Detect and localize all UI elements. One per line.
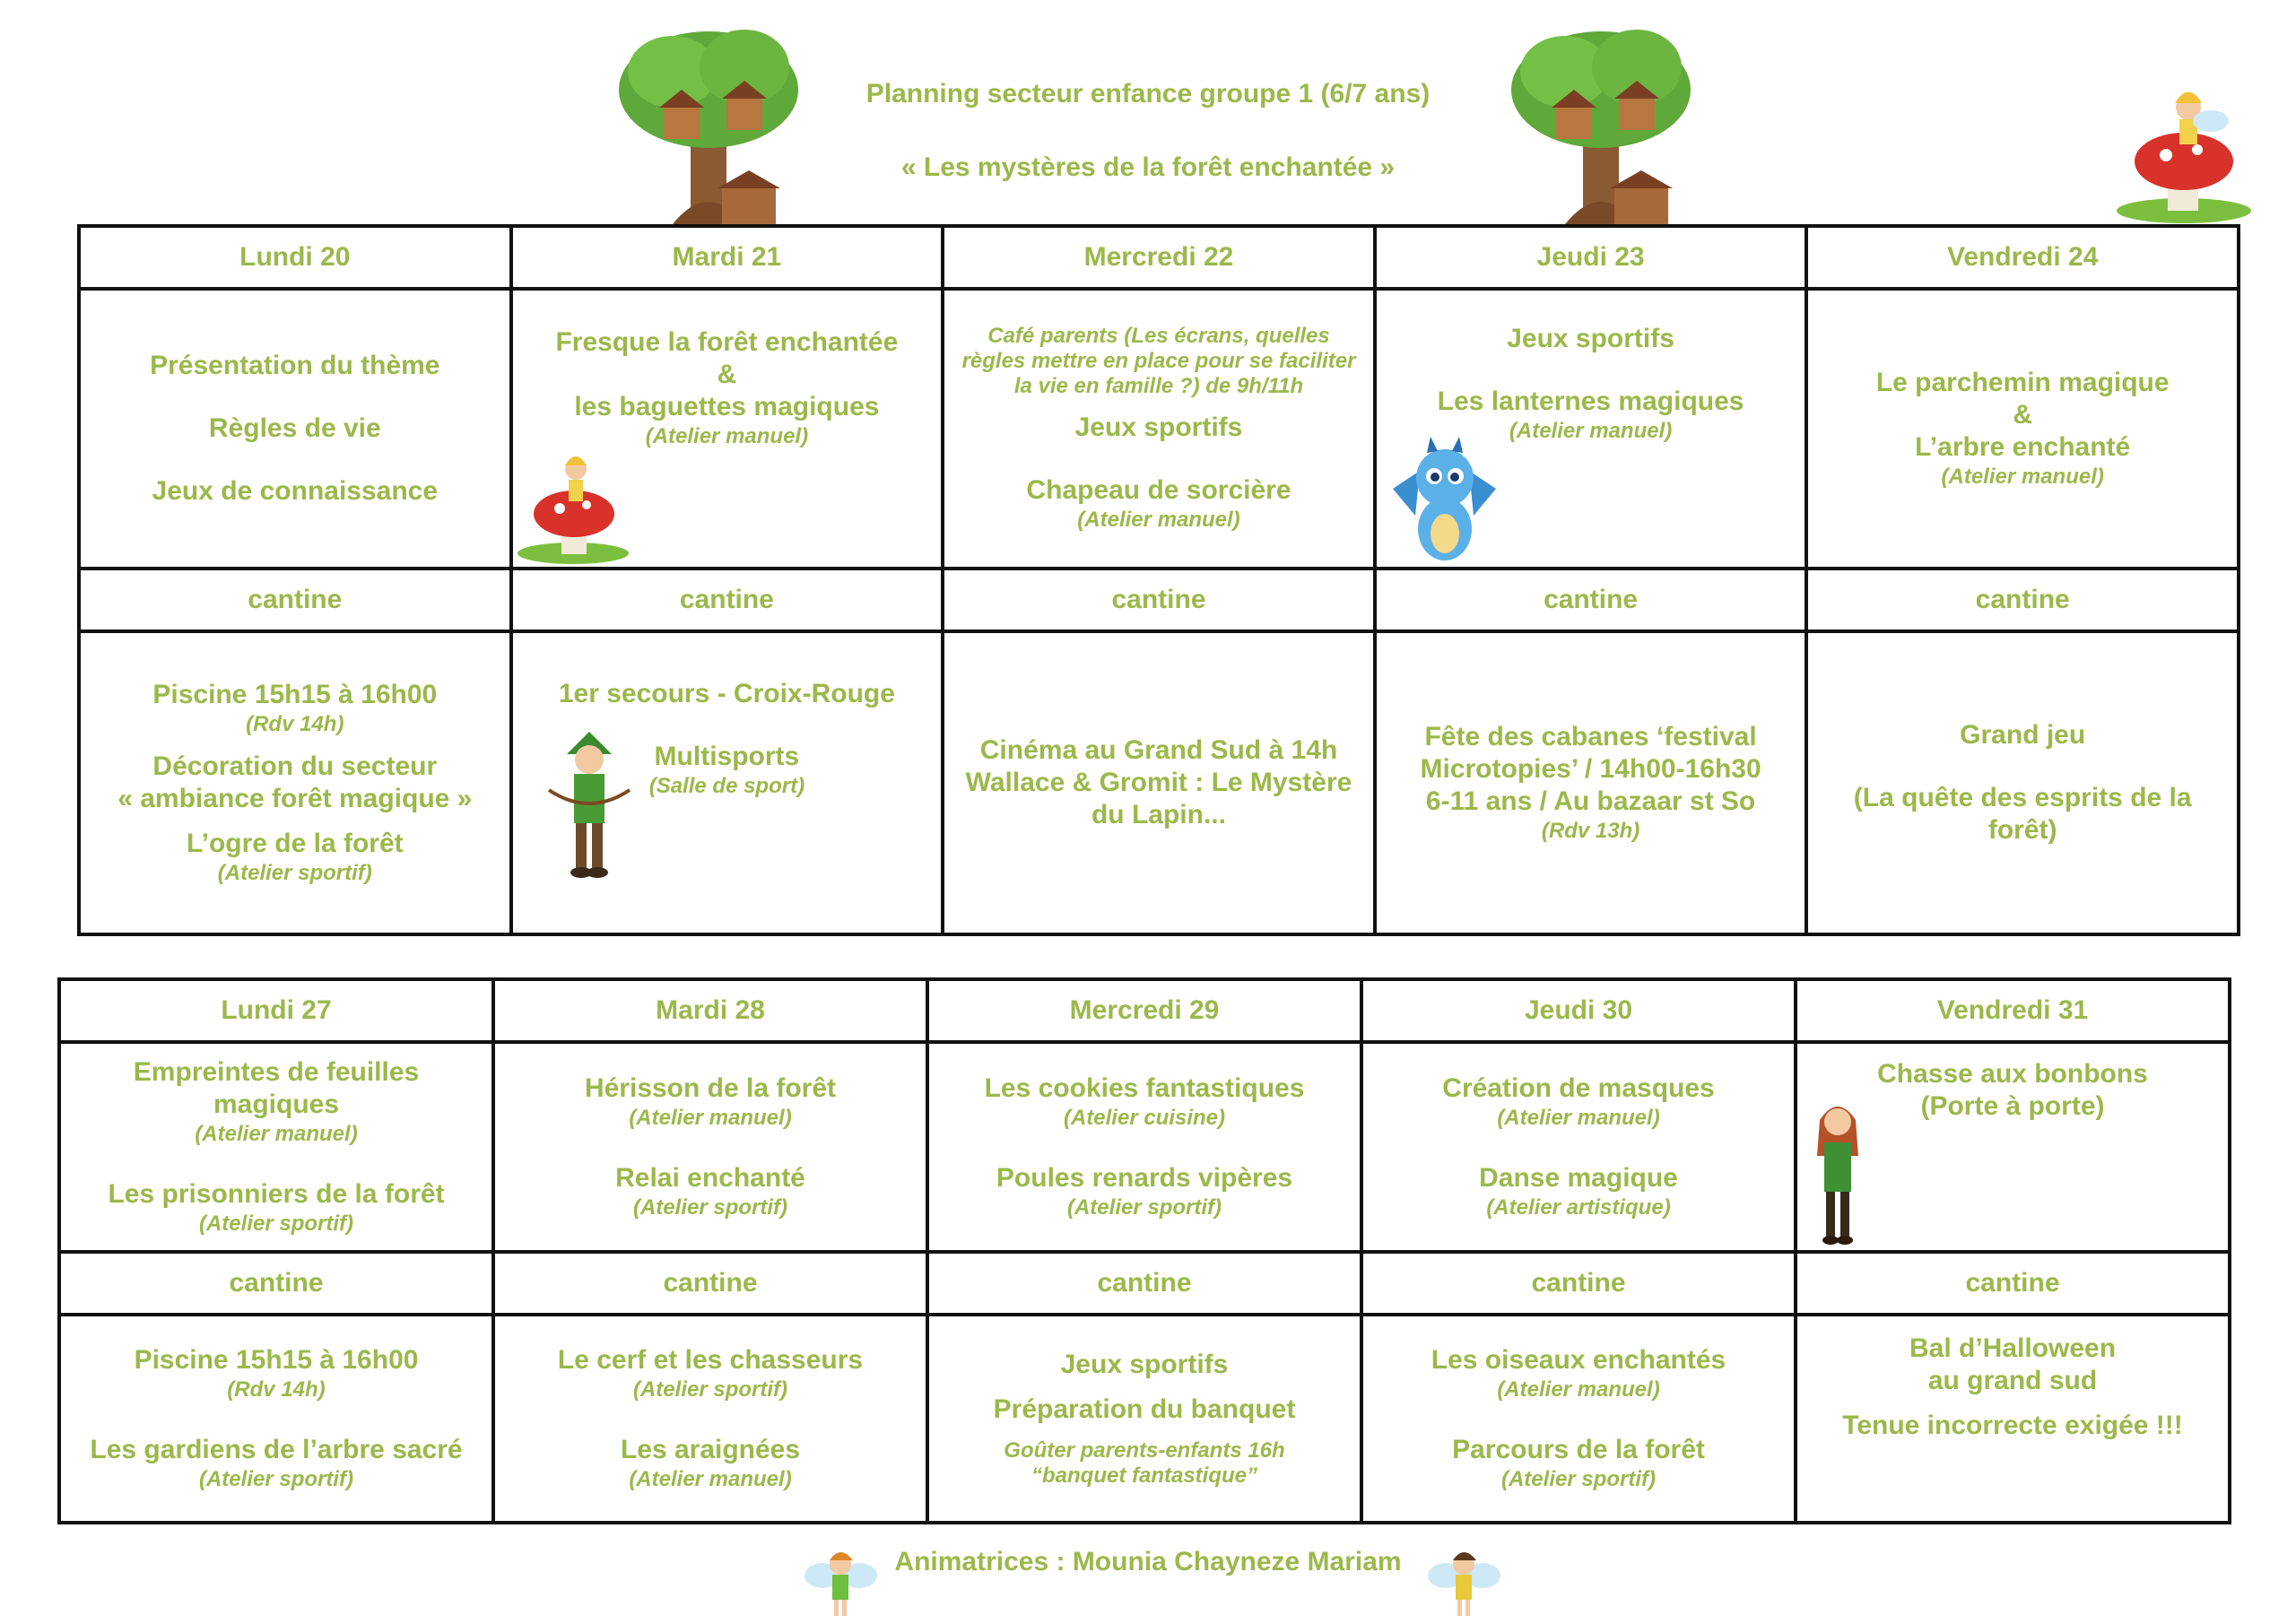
activity-type: (Atelier manuel) <box>1497 1106 1660 1130</box>
activity-type: (Atelier sportif) <box>632 1195 787 1220</box>
cantine-label: cantine <box>1375 569 1807 631</box>
day-header: Mercredi 29 <box>927 979 1361 1042</box>
cantine-label: cantine <box>493 1252 927 1315</box>
activity-type: (Rdv 13h) <box>1541 819 1640 843</box>
day-header: Vendredi 31 <box>1796 979 2230 1042</box>
activity-type: (Atelier sportif) <box>217 861 372 885</box>
activity: Chasse aux bonbons <box>1877 1059 2148 1089</box>
activity-note: Café parents (Les écrans, quelles règles mettre en place pour se faciliter la vie en famille ?) de 9h/11h <box>961 324 1356 398</box>
afternoon-cell <box>943 631 1375 934</box>
fairy-icon <box>1426 1544 1502 1620</box>
page-subtitle: « Les mystères de la forêt enchantée » <box>900 152 1396 182</box>
activity: Les lanternes magiques <box>1437 386 1744 416</box>
treehouse-image <box>1502 18 1700 224</box>
day-header: Lundi 27 <box>59 979 493 1042</box>
activity: Les cookies fantastiques <box>984 1073 1305 1103</box>
morning-cell <box>927 1042 1361 1252</box>
activity: les baguettes magiques <box>574 392 880 421</box>
morning-cell <box>1806 289 2239 569</box>
activity: « ambiance forêt magique » <box>117 784 473 813</box>
day-header: Lundi 20 <box>79 226 511 289</box>
footer-animatrices: Animatrices : Mounia Chayneze Mariam <box>894 1547 1402 1576</box>
activity: 1er secours - Croix-Rouge <box>558 679 895 708</box>
activity: & <box>717 360 737 389</box>
activity-type: (Salle de sport) <box>648 774 805 798</box>
activity-type: (Atelier manuel) <box>629 1106 792 1130</box>
morning-cell <box>943 289 1375 569</box>
activity: Tenue incorrecte exigée !!! <box>1842 1411 2183 1440</box>
activity: L’arbre enchanté <box>1915 432 2131 462</box>
activity: Préparation du banquet <box>993 1394 1296 1424</box>
activity: Relai enchanté <box>615 1163 805 1193</box>
activity: Bal d’Halloween <box>1909 1333 2117 1363</box>
cantine-label: cantine <box>1796 1252 2230 1315</box>
activity: Chapeau de sorcière <box>1026 475 1292 505</box>
activity: Multisports <box>654 742 800 771</box>
activity-type: (Atelier sportif) <box>1500 1467 1656 1491</box>
activity: Cinéma au Grand Sud à 14h <box>979 735 1338 765</box>
afternoon-cell <box>493 1315 927 1523</box>
activity-type: (Atelier sportif) <box>198 1211 353 1236</box>
activity: 6-11 ans / Au bazaar st So <box>1425 786 1756 816</box>
activity: Jeux de connaissance <box>152 476 439 506</box>
day-header: Jeudi 30 <box>1361 979 1796 1042</box>
morning-cell <box>59 1042 493 1252</box>
cantine-label: cantine <box>927 1252 1361 1315</box>
morning-cell <box>493 1042 927 1252</box>
activity: Les gardiens de l’arbre sacré <box>90 1435 463 1464</box>
activity: (Porte à porte) <box>1920 1091 2105 1121</box>
activity: Le parchemin magique <box>1875 368 2170 397</box>
activity: Création de masques <box>1442 1073 1715 1103</box>
day-header: Mardi 28 <box>493 979 927 1042</box>
activity: Jeux sportifs <box>1060 1350 1229 1379</box>
activity-type: (Atelier manuel) <box>629 1467 792 1491</box>
activity: Jeux sportifs <box>1074 413 1243 442</box>
activity: & <box>2013 400 2033 430</box>
cantine-label: cantine <box>511 569 944 631</box>
archer-elf-image <box>540 727 639 884</box>
afternoon-cell <box>1806 631 2239 934</box>
activity: Jeux sportifs <box>1507 324 1674 353</box>
activity-type: (Atelier manuel) <box>1497 1377 1660 1402</box>
activity-type: (Atelier manuel) <box>1077 508 1240 532</box>
morning-cell <box>79 289 511 569</box>
activity: Les oiseaux enchantés <box>1431 1345 1726 1375</box>
fairy-mushroom-image <box>515 444 631 565</box>
activity-type: (Atelier manuel) <box>1941 465 2104 489</box>
activity-type: (Atelier cuisine) <box>1063 1106 1226 1130</box>
cantine-label: cantine <box>59 1252 493 1315</box>
activity: Hérisson de la forêt <box>584 1073 837 1103</box>
cantine-label: cantine <box>943 569 1375 631</box>
afternoon-cell <box>1375 631 1807 934</box>
activity: Poules renards vipères <box>996 1163 1293 1193</box>
morning-cell <box>1361 1042 1796 1252</box>
activity-type: (Atelier sportif) <box>632 1377 787 1402</box>
page-title: Planning secteur enfance groupe 1 (6/7 ans) <box>865 79 1431 109</box>
morning-cell <box>1375 289 1807 569</box>
morning-cell <box>511 289 944 569</box>
elf-girl-image <box>1806 1093 1869 1250</box>
activity: Fresque la forêt enchantée <box>555 327 899 357</box>
cantine-label: cantine <box>79 569 511 631</box>
activity: Danse magique <box>1479 1163 1678 1193</box>
activity: (La quête des esprits de la forêt) <box>1853 783 2192 845</box>
day-header: Jeudi 23 <box>1375 226 1807 289</box>
activity: Règles de vie <box>208 413 381 443</box>
activity: Décoration du secteur <box>152 751 438 781</box>
activity: Empreintes de feuilles magiques <box>133 1057 420 1119</box>
activity: Wallace & Gromit : Le Mystère du Lapin... <box>965 768 1352 829</box>
activity-type: (Atelier artistique) <box>1486 1195 1671 1220</box>
treehouse-image <box>610 18 807 224</box>
activity: au grand sud <box>1927 1366 2098 1395</box>
activity-type: (Atelier manuel) <box>645 424 809 448</box>
activity: L’ogre de la forêt <box>186 829 404 858</box>
week2-table <box>57 977 2231 1524</box>
activity: Présentation du thème <box>150 351 440 380</box>
afternoon-cell <box>927 1315 1361 1523</box>
week1-table <box>77 224 2240 936</box>
afternoon-cell <box>59 1315 493 1523</box>
activity-note: Goûter parents-enfants 16h <box>1004 1438 1285 1463</box>
activity-type: (Rdv 14h) <box>227 1377 326 1402</box>
afternoon-cell <box>511 631 944 934</box>
activity-type: (Rdv 14h) <box>246 712 344 736</box>
activity: Grand jeu <box>1960 720 2086 750</box>
activity: Les prisonniers de la forêt <box>108 1179 445 1209</box>
activity-note: “banquet fantastique” <box>1031 1463 1257 1488</box>
day-header: Mercredi 22 <box>943 226 1375 289</box>
activity: Parcours de la forêt <box>1452 1435 1705 1464</box>
cantine-label: cantine <box>1806 569 2239 631</box>
activity: Fête des cabanes ‘festival Microtopies’ / 14h00-16h30 <box>1420 722 1761 784</box>
activity: Le cerf et les chasseurs <box>557 1345 864 1375</box>
day-header: Mardi 21 <box>511 226 944 289</box>
activity-type: (Atelier manuel) <box>1509 419 1673 443</box>
activity: Les araignées <box>620 1435 801 1464</box>
morning-cell <box>1796 1042 2230 1252</box>
activity-type: (Atelier manuel) <box>195 1122 358 1146</box>
dragon-image <box>1384 435 1505 565</box>
day-header: Vendredi 24 <box>1806 226 2239 289</box>
activity: Piscine 15h15 à 16h00 <box>134 1345 419 1375</box>
afternoon-cell <box>79 631 511 934</box>
activity: Piscine 15h15 à 16h00 <box>152 680 438 709</box>
afternoon-cell <box>1796 1315 2230 1523</box>
cantine-label: cantine <box>1361 1252 1796 1315</box>
activity-type: (Atelier sportif) <box>1066 1195 1222 1220</box>
activity-type: (Atelier sportif) <box>198 1467 353 1491</box>
afternoon-cell <box>1361 1315 1796 1523</box>
fairy-mushroom-image <box>2112 76 2256 224</box>
